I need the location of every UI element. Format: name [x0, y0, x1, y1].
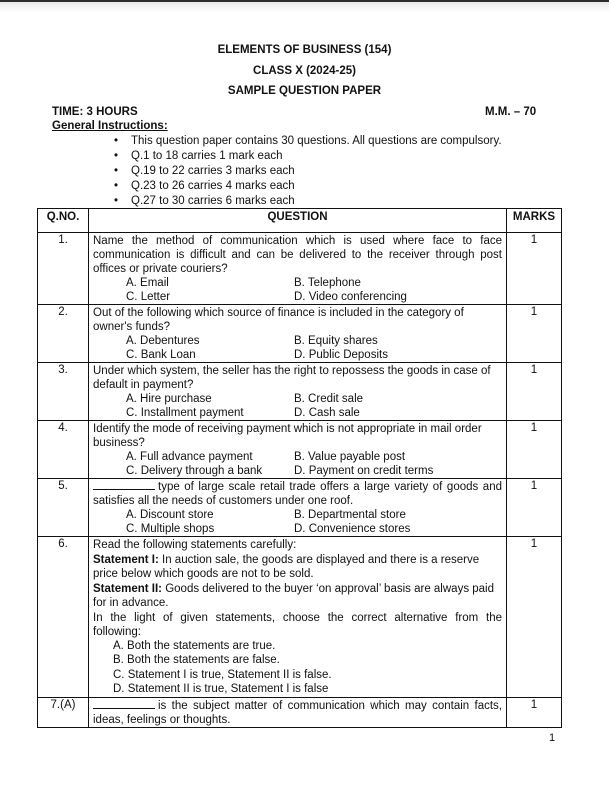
table-header-row: [38, 209, 562, 233]
marks-value: 1: [507, 363, 562, 421]
question-number: 1.: [38, 233, 89, 305]
question-intro: Read the following statements carefully:: [93, 539, 297, 551]
paper-title: ELEMENTS OF BUSINESS (154): [217, 44, 392, 56]
question-text: Under which system, the seller has the right to repossess the goods in case of default in payment?: [93, 365, 491, 391]
question-number: 2.: [38, 305, 89, 363]
option: B. Departmental store: [294, 509, 406, 521]
question-text: type of large scale retail trade offers a large variety of goods and satisfies all the needs of customers under one roof.: [93, 481, 502, 507]
options-grid: [93, 334, 502, 362]
marks-value: 1: [507, 421, 562, 479]
max-marks: M.M. – 70: [485, 106, 537, 118]
option: A. Email: [126, 277, 169, 289]
statement-1-label: Statement I:: [93, 554, 159, 566]
fill-in-blank: [93, 699, 155, 709]
fill-in-blank: [93, 480, 155, 490]
option: A. Debentures: [126, 335, 200, 347]
option: C. Statement I is true, Statement II is false.: [113, 668, 332, 681]
instructions-list: [114, 134, 502, 209]
instructions-heading: General Instructions:: [52, 120, 168, 132]
option: C. Bank Loan: [126, 349, 196, 361]
header-marks: MARKS: [507, 209, 562, 233]
question-text: is the subject matter of communication which may contain facts, ideas, feelings or thoughts.: [93, 699, 502, 726]
question-prompt: In the light of given statements, choose the correct alternative from the following:: [93, 612, 502, 638]
question-text: Name the method of communication which is used where face to face communication is difficult and can be delivered to the receiver through post offices or private couriers?: [93, 235, 502, 275]
instruction-item: • Q.23 to 26 carries 4 marks each: [114, 179, 502, 194]
option: A. Discount store: [126, 509, 214, 521]
option: C. Installment payment: [126, 407, 244, 419]
option: D. Public Deposits: [294, 349, 388, 361]
header-qno: Q.NO.: [38, 209, 89, 233]
instruction-item: • Q.27 to 30 carries 6 marks each: [114, 194, 502, 209]
option: B. Credit sale: [294, 393, 364, 405]
question-cell: [89, 305, 507, 363]
question-cell: [89, 363, 507, 421]
table-row: [38, 233, 562, 305]
marks-value: 1: [507, 305, 562, 363]
options-grid: [93, 276, 502, 304]
question-text: Out of the following which source of finance is included in the category of owner's funds?: [93, 307, 464, 333]
paper-type: SAMPLE QUESTION PAPER: [227, 85, 382, 97]
options-grid: [93, 450, 502, 478]
instruction-item: • This question paper contains 30 questions. All questions are compulsory.: [114, 134, 502, 149]
option: D. Cash sale: [294, 407, 360, 419]
question-cell: [89, 697, 507, 727]
option: C. Multiple shops: [126, 523, 215, 535]
table-row: [38, 421, 562, 479]
option: B. Both the statements are false.: [113, 654, 280, 667]
statement-2: [93, 581, 502, 610]
options-list: [93, 639, 502, 697]
question-number: 3.: [38, 363, 89, 421]
option: B. Value payable post: [294, 451, 406, 463]
table-row: [38, 363, 562, 421]
question-number: 5.: [38, 479, 89, 537]
class-label: CLASS X (2024-25): [253, 65, 356, 77]
statement-2-label: Statement II:: [93, 583, 163, 595]
statement-1-text: In auction sale, the goods are displayed and there is a reserve price below which goods are not to be sold.: [93, 554, 480, 580]
option: D. Statement II is true, Statement I is false: [113, 683, 329, 696]
statement-1: [93, 552, 502, 581]
time-label: TIME: 3 HOURS: [52, 106, 138, 118]
table-row: [38, 537, 562, 698]
header-question: QUESTION: [89, 209, 507, 233]
instruction-item: • Q.19 to 22 carries 3 marks each: [114, 164, 502, 179]
marks-value: 1: [507, 233, 562, 305]
option: A. Both the statements are true.: [113, 640, 276, 652]
question-number: 7.(A): [38, 697, 89, 727]
option: D. Video conferencing: [294, 291, 407, 303]
option: A. Hire purchase: [126, 393, 212, 405]
option: A. Full advance payment: [126, 451, 253, 463]
question-cell: [89, 537, 507, 698]
marks-value: 1: [507, 479, 562, 537]
question-cell: [89, 233, 507, 305]
question-cell: [89, 479, 507, 537]
viewer-top-shadow: [0, 2, 609, 12]
question-number: 4.: [38, 421, 89, 479]
option: C. Letter: [126, 291, 171, 303]
table-row: [38, 697, 562, 727]
option: B. Telephone: [294, 277, 361, 289]
option: D. Convenience stores: [294, 523, 411, 535]
option: B. Equity shares: [294, 335, 378, 347]
table-row: [38, 305, 562, 363]
question-table: [37, 208, 562, 728]
question-text-wrap: [93, 479, 502, 508]
question-text: Identify the mode of receiving payment which is not appropriate in mail order business?: [93, 423, 482, 449]
instruction-item: • Q.1 to 18 carries 1 mark each: [114, 149, 502, 164]
marks-value: 1: [507, 537, 562, 698]
statement-2-text: Goods delivered to the buyer ‘on approval’ basis are always paid for in advance.: [93, 583, 495, 609]
options-grid: [93, 392, 502, 420]
question-cell: [89, 421, 507, 479]
question-number: 6.: [38, 537, 89, 698]
options-grid: [93, 508, 502, 536]
marks-value: 1: [507, 697, 562, 727]
page-number: 1: [549, 732, 556, 744]
option: C. Delivery through a bank: [126, 465, 263, 477]
option: D. Payment on credit terms: [294, 465, 434, 477]
table-row: [38, 479, 562, 537]
question-text-wrap: [93, 698, 502, 727]
